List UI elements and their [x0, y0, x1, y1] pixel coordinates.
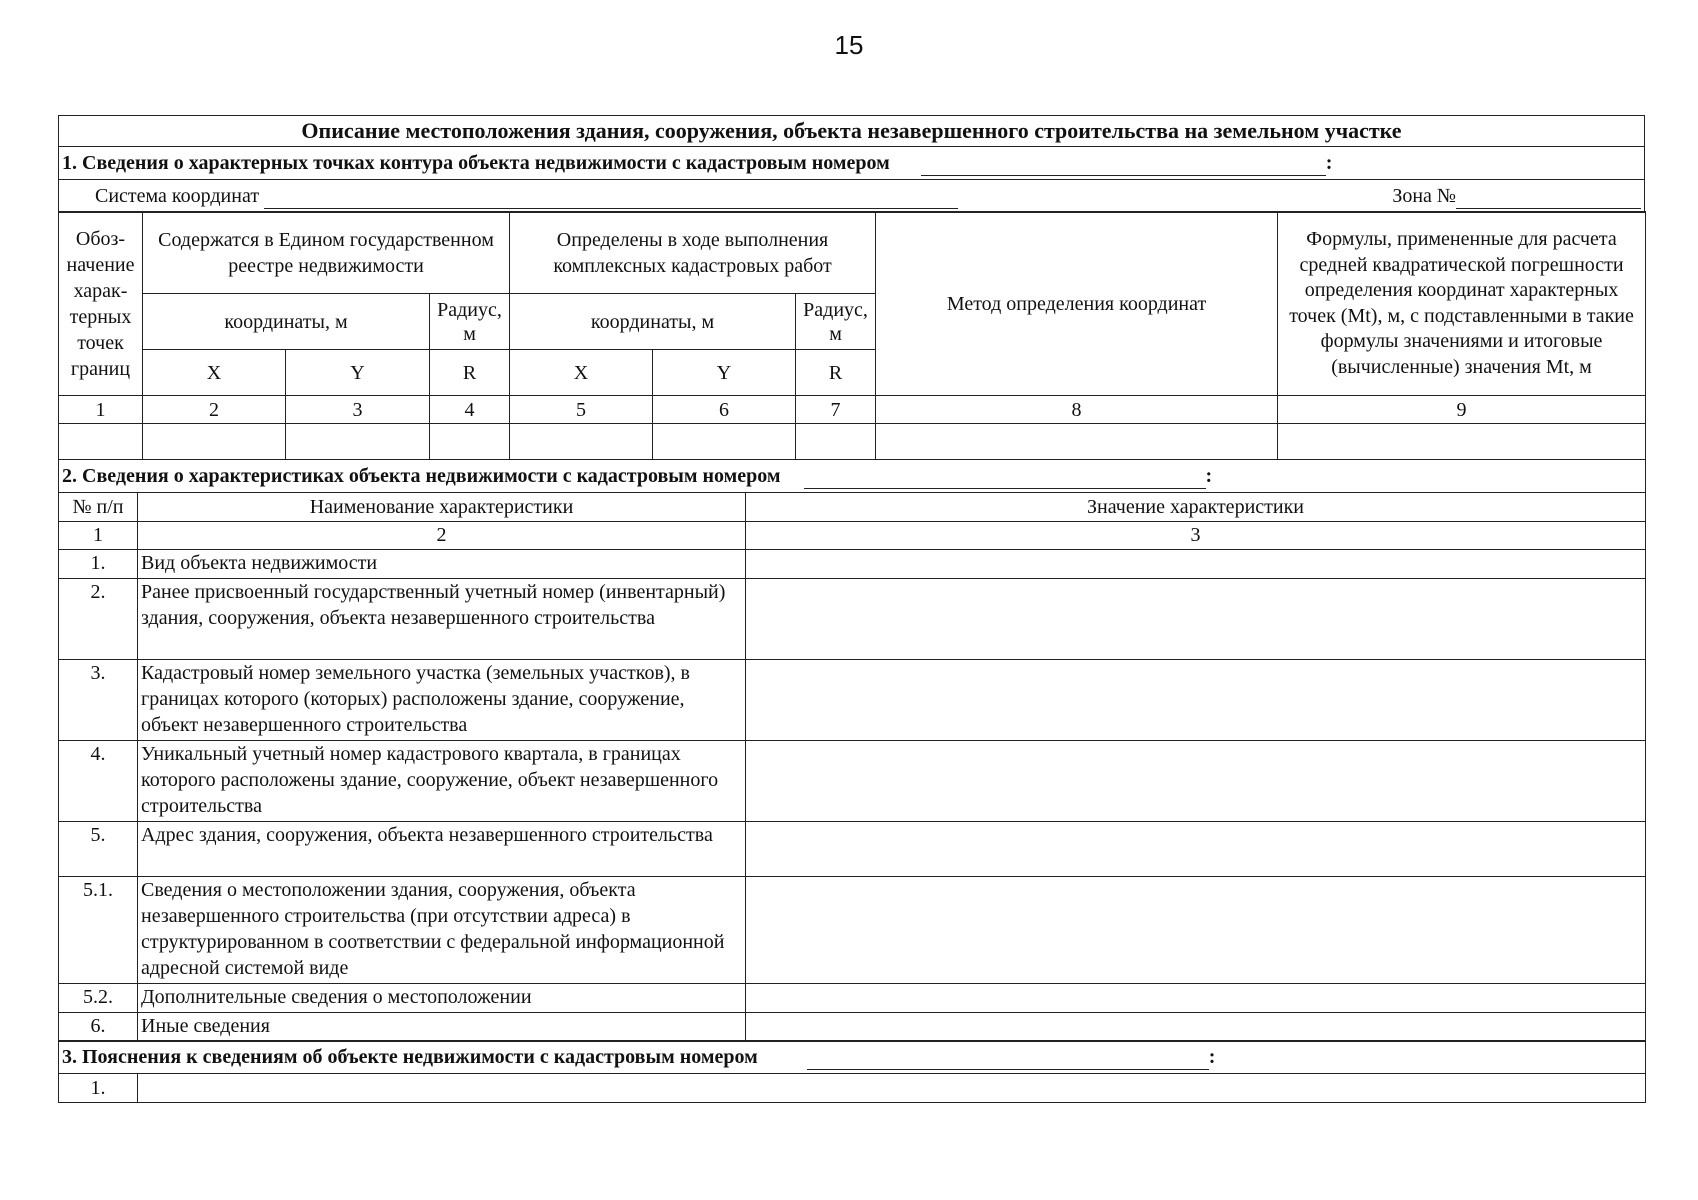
row-name: Ранее присвоенный государственный учетный номер (инвентарный) здания, сооружения, объекта незавершенного строительства [138, 578, 746, 659]
cadastral-number-field[interactable] [804, 466, 1206, 489]
col-number: 3 [746, 521, 1646, 549]
col-number: 3 [286, 396, 430, 424]
kkr-r-header: R [796, 350, 876, 396]
row-number: 2. [59, 578, 138, 659]
zone-label: Зона № [1392, 184, 1456, 207]
col-value-header: Значение характеристики [746, 492, 1646, 521]
table-row [59, 1074, 1646, 1103]
col-number: 6 [653, 396, 796, 424]
row-number: 3. [59, 659, 138, 740]
coord-system-field[interactable] [264, 186, 958, 209]
row-name: Дополнительные сведения о местоположении [138, 983, 746, 1012]
form-title: Описание местоположения здания, сооружения, объекта незавершенного строительства на земельном участке [59, 116, 1645, 147]
table-row [59, 983, 1646, 1012]
zone-field[interactable] [1456, 186, 1641, 209]
section2-title: 2. Сведения о характеристиках объекта недвижимости с кадастровым номером [62, 464, 781, 487]
egrn-group-header: Содержатся в Едином государственном реестре недвижимости [143, 212, 510, 294]
section1-header [59, 146, 1645, 179]
row-number: 6. [59, 1012, 138, 1041]
empty-cell[interactable] [876, 424, 1278, 460]
col-num-header: № п/п [59, 492, 138, 521]
method-header: Метод определения координат [876, 212, 1278, 396]
row-name: Адрес здания, сооружения, объекта незавершенного строительства [138, 821, 746, 876]
row-number: 5. [59, 821, 138, 876]
egrn-coords-header: координаты, м [143, 294, 430, 350]
title-table [58, 115, 1645, 147]
empty-cell[interactable] [653, 424, 796, 460]
egrn-y-header: Y [286, 350, 430, 396]
kkr-group-header: Определены в ходе выполнения комплексных кадастровых работ [510, 212, 876, 294]
row-value-cell[interactable] [746, 821, 1646, 876]
notes-table [58, 1040, 1646, 1103]
formulas-header: Формулы, примененные для расчета средней квадратической погрешности определения координат характерных точек (Mt), м, с подставленными в такие формулы значениями и итоговые (вычисленные) значения Mt, м [1278, 212, 1646, 396]
row-number: 1. [59, 549, 138, 578]
page-number: 15 [834, 30, 864, 60]
table-row [59, 578, 1646, 659]
kkr-y-header: Y [653, 350, 796, 396]
row-value-cell[interactable] [746, 578, 1646, 659]
table-row [59, 821, 1646, 876]
col-number: 8 [876, 396, 1278, 424]
empty-cell[interactable] [143, 424, 286, 460]
egrn-radius-header: Радиус, м [430, 294, 510, 350]
row-value-cell[interactable] [746, 740, 1646, 821]
points-table [58, 211, 1646, 460]
table-row [59, 876, 1646, 983]
empty-cell[interactable] [510, 424, 653, 460]
empty-cell[interactable] [59, 424, 143, 460]
table-row [59, 659, 1646, 740]
row-value-cell[interactable] [746, 983, 1646, 1012]
characteristics-table [58, 459, 1646, 1042]
cadastral-form [58, 115, 1645, 1103]
coord-system-label: Система координат [95, 184, 260, 207]
row-value-cell[interactable] [746, 876, 1646, 983]
section3-header [59, 1041, 1646, 1074]
row-number: 5.2. [59, 983, 138, 1012]
section1-header-table [58, 146, 1645, 213]
row-name: Сведения о местоположении здания, сооружения, объекта незавершенного строительства (при отсутствии адреса) в структурированном в соответствии с федеральной информационной адресной системой виде [138, 876, 746, 983]
points-empty-row [59, 424, 1646, 460]
egrn-r-header: R [430, 350, 510, 396]
empty-cell[interactable] [430, 424, 510, 460]
kkr-x-header: X [510, 350, 653, 396]
table-row [59, 1012, 1646, 1041]
empty-cell[interactable] [796, 424, 876, 460]
section3-title: 3. Пояснения к сведениям об объекте недвижимости с кадастровым номером [62, 1046, 758, 1068]
cadastral-number-field[interactable] [921, 153, 1326, 176]
table-row [59, 549, 1646, 578]
row-value-cell[interactable] [746, 1012, 1646, 1041]
row-name: Уникальный учетный номер кадастрового квартала, в границах которого расположены здание, сооружение, объект незавершенного строительства [138, 740, 746, 821]
row-number: 4. [59, 740, 138, 821]
table-row [59, 740, 1646, 821]
egrn-x-header: X [143, 350, 286, 396]
col-number: 4 [430, 396, 510, 424]
designation-header: Обоз-начение харак-терных точек границ [59, 212, 143, 396]
col-number: 2 [138, 521, 746, 549]
section1-colon: : [1325, 151, 1333, 174]
row-name: Кадастровый номер земельного участка (земельных участков), в границах которого (которых) расположены здание, сооружение, объект незавершенного строительства [138, 659, 746, 740]
notes-cell[interactable] [138, 1074, 1646, 1103]
col-number: 1 [59, 396, 143, 424]
row-value-cell[interactable] [746, 549, 1646, 578]
col-number: 1 [59, 521, 138, 549]
section2-colon: : [1205, 464, 1213, 487]
row-name: Вид объекта недвижимости [138, 549, 746, 578]
col-number: 5 [510, 396, 653, 424]
row-number: 5.1. [59, 876, 138, 983]
kkr-radius-header: Радиус, м [796, 294, 876, 350]
col-name-header: Наименование характеристики [138, 492, 746, 521]
row-name: Иные сведения [138, 1012, 746, 1041]
empty-cell[interactable] [1278, 424, 1646, 460]
col-number: 7 [796, 396, 876, 424]
section1-title: 1. Сведения о характерных точках контура объекта недвижимости с кадастровым номером [62, 151, 890, 174]
coord-system-row [59, 179, 1645, 212]
cadastral-number-field[interactable] [807, 1047, 1209, 1070]
col-number: 9 [1278, 396, 1646, 424]
kkr-coords-header: координаты, м [510, 294, 796, 350]
empty-cell[interactable] [286, 424, 430, 460]
row-value-cell[interactable] [746, 659, 1646, 740]
section2-header [59, 459, 1646, 492]
row-number: 1. [59, 1074, 138, 1103]
col-number: 2 [143, 396, 286, 424]
section3-colon: : [1208, 1046, 1216, 1068]
